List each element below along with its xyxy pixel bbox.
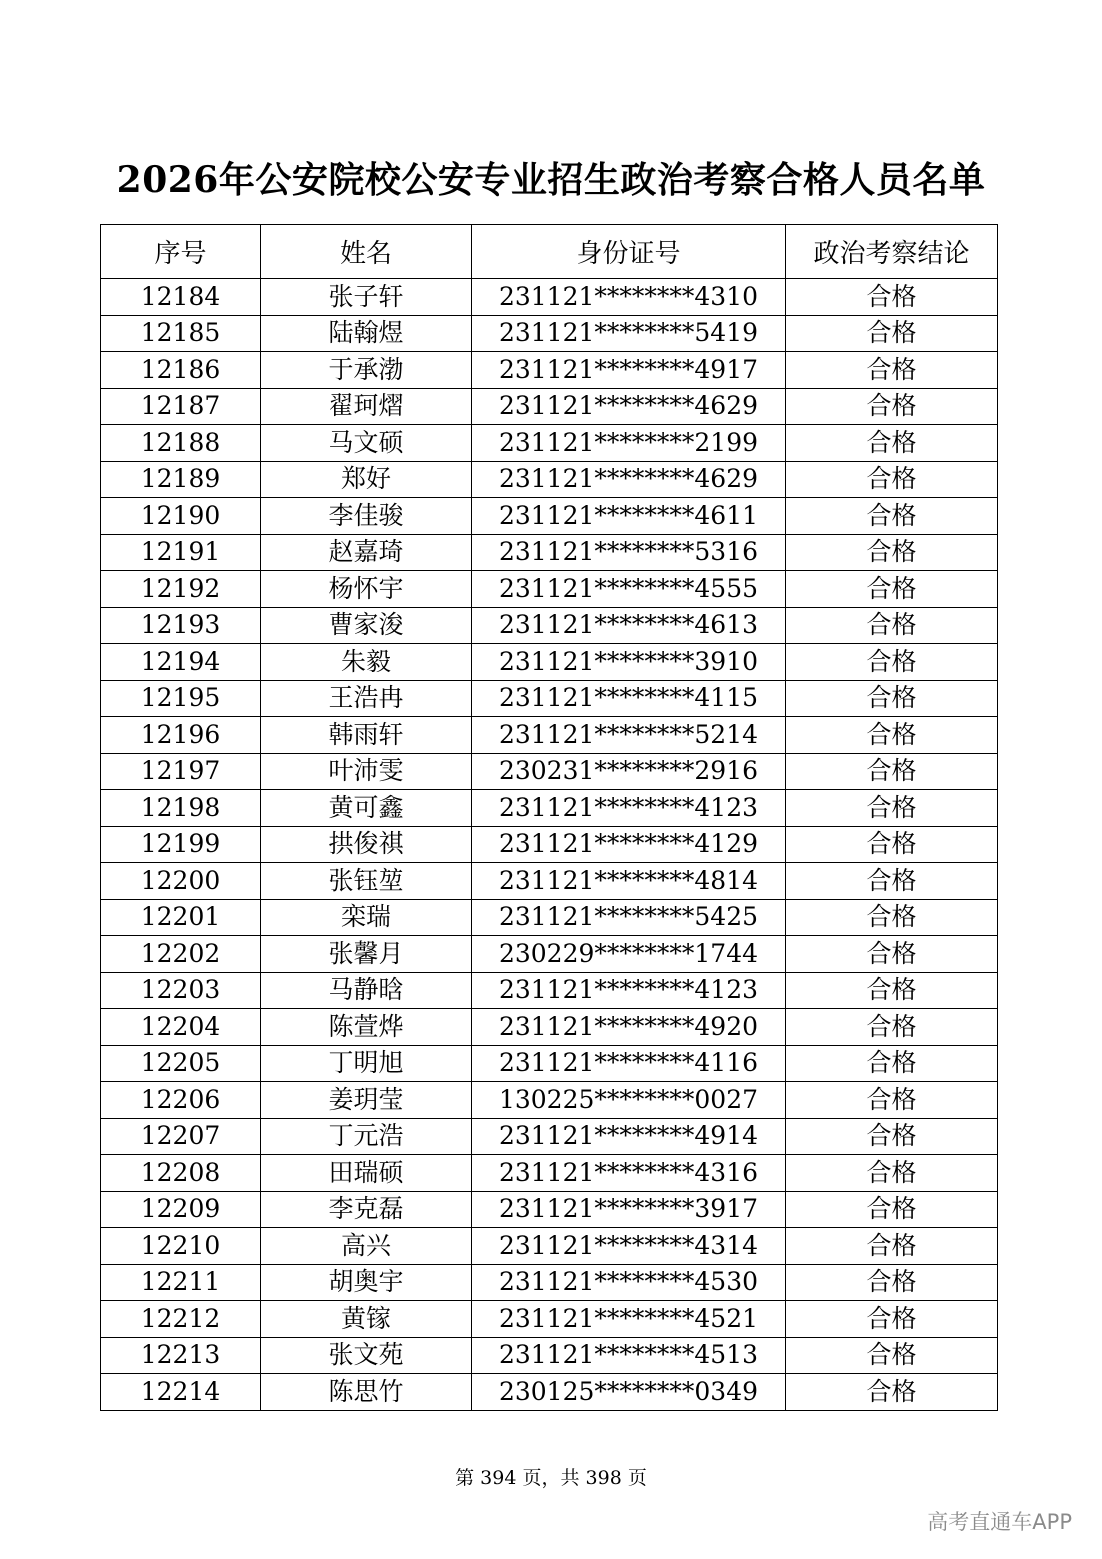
cell-name: 姜玥莹 <box>261 1082 472 1119</box>
cell-serial-number: 12189 <box>101 461 261 498</box>
table-row <box>101 753 998 790</box>
roster-table <box>100 224 998 1411</box>
cell-id-number: 231121********4613 <box>472 607 786 644</box>
cell-serial-number: 12209 <box>101 1191 261 1228</box>
cell-id-number: 231121********4629 <box>472 388 786 425</box>
cell-serial-number: 12208 <box>101 1155 261 1192</box>
page-title: 2026年公安院校公安专业招生政治考察合格人员名单 <box>116 159 986 201</box>
table-row <box>101 279 998 316</box>
cell-serial-number: 12203 <box>101 972 261 1009</box>
cell-conclusion: 合格 <box>786 461 998 498</box>
cell-id-number: 231121********4316 <box>472 1155 786 1192</box>
cell-serial-number: 12185 <box>101 315 261 352</box>
cell-serial-number: 12200 <box>101 863 261 900</box>
cell-id-number: 231121********4611 <box>472 498 786 535</box>
cell-id-number: 231121********4555 <box>472 571 786 608</box>
cell-name: 翟珂熠 <box>261 388 472 425</box>
table-row <box>101 863 998 900</box>
cell-conclusion: 合格 <box>786 1155 998 1192</box>
cell-conclusion: 合格 <box>786 717 998 754</box>
table-row <box>101 972 998 1009</box>
cell-name: 郑好 <box>261 461 472 498</box>
cell-serial-number: 12190 <box>101 498 261 535</box>
cell-conclusion: 合格 <box>786 680 998 717</box>
cell-conclusion: 合格 <box>786 1118 998 1155</box>
cell-name: 马静晗 <box>261 972 472 1009</box>
cell-serial-number: 12205 <box>101 1045 261 1082</box>
cell-id-number: 231121********4513 <box>472 1337 786 1374</box>
cell-conclusion: 合格 <box>786 607 998 644</box>
table-row <box>101 1228 998 1265</box>
cell-name: 胡奥宇 <box>261 1264 472 1301</box>
table-row <box>101 534 998 571</box>
cell-name: 栾瑞 <box>261 899 472 936</box>
table-row <box>101 1264 998 1301</box>
cell-conclusion: 合格 <box>786 899 998 936</box>
cell-id-number: 231121********4123 <box>472 790 786 827</box>
cell-name: 田瑞硕 <box>261 1155 472 1192</box>
cell-id-number: 231121********4116 <box>472 1045 786 1082</box>
table-row <box>101 388 998 425</box>
cell-conclusion: 合格 <box>786 1082 998 1119</box>
cell-name: 张文苑 <box>261 1337 472 1374</box>
table-row <box>101 1191 998 1228</box>
cell-name: 张子轩 <box>261 279 472 316</box>
cell-id-number: 230231********2916 <box>472 753 786 790</box>
cell-name: 丁元浩 <box>261 1118 472 1155</box>
table-row <box>101 1082 998 1119</box>
table-row <box>101 1374 998 1411</box>
cell-name: 李克磊 <box>261 1191 472 1228</box>
cell-serial-number: 12193 <box>101 607 261 644</box>
table-row <box>101 826 998 863</box>
cell-serial-number: 12186 <box>101 352 261 389</box>
cell-conclusion: 合格 <box>786 425 998 462</box>
cell-serial-number: 12188 <box>101 425 261 462</box>
cell-conclusion: 合格 <box>786 1045 998 1082</box>
cell-id-number: 130225********0027 <box>472 1082 786 1119</box>
header-name: 姓名 <box>261 225 472 279</box>
cell-conclusion: 合格 <box>786 1191 998 1228</box>
cell-name: 黄镓 <box>261 1301 472 1338</box>
cell-name: 陈萱烨 <box>261 1009 472 1046</box>
table-row <box>101 315 998 352</box>
watermark: 高考直通车APP <box>927 1510 1072 1534</box>
header-id-number: 身份证号 <box>472 225 786 279</box>
cell-serial-number: 12210 <box>101 1228 261 1265</box>
table-row <box>101 498 998 535</box>
cell-serial-number: 12194 <box>101 644 261 681</box>
cell-serial-number: 12198 <box>101 790 261 827</box>
cell-id-number: 231121********4314 <box>472 1228 786 1265</box>
cell-conclusion: 合格 <box>786 863 998 900</box>
cell-id-number: 231121********4521 <box>472 1301 786 1338</box>
table-row <box>101 425 998 462</box>
cell-conclusion: 合格 <box>786 1228 998 1265</box>
cell-serial-number: 12202 <box>101 936 261 973</box>
cell-serial-number: 12213 <box>101 1337 261 1374</box>
cell-name: 杨怀宇 <box>261 571 472 608</box>
cell-id-number: 231121********3917 <box>472 1191 786 1228</box>
table-row <box>101 1155 998 1192</box>
cell-serial-number: 12196 <box>101 717 261 754</box>
cell-id-number: 231121********4917 <box>472 352 786 389</box>
cell-serial-number: 12207 <box>101 1118 261 1155</box>
cell-conclusion: 合格 <box>786 826 998 863</box>
cell-name: 叶沛雯 <box>261 753 472 790</box>
cell-conclusion: 合格 <box>786 1374 998 1411</box>
cell-id-number: 231121********4115 <box>472 680 786 717</box>
table-row <box>101 936 998 973</box>
table-row <box>101 571 998 608</box>
cell-id-number: 231121********4814 <box>472 863 786 900</box>
cell-serial-number: 12211 <box>101 1264 261 1301</box>
cell-conclusion: 合格 <box>786 1337 998 1374</box>
cell-id-number: 231121********4914 <box>472 1118 786 1155</box>
cell-id-number: 231121********5425 <box>472 899 786 936</box>
cell-id-number: 231121********5316 <box>472 534 786 571</box>
table-header-row <box>101 225 998 279</box>
cell-name: 丁明旭 <box>261 1045 472 1082</box>
cell-id-number: 231121********4123 <box>472 972 786 1009</box>
table-row <box>101 1009 998 1046</box>
header-serial-number: 序号 <box>101 225 261 279</box>
cell-conclusion: 合格 <box>786 352 998 389</box>
cell-id-number: 231121********4129 <box>472 826 786 863</box>
cell-serial-number: 12187 <box>101 388 261 425</box>
cell-conclusion: 合格 <box>786 790 998 827</box>
cell-conclusion: 合格 <box>786 644 998 681</box>
cell-name: 陆翰煜 <box>261 315 472 352</box>
table-row <box>101 1301 998 1338</box>
cell-conclusion: 合格 <box>786 1301 998 1338</box>
cell-conclusion: 合格 <box>786 1264 998 1301</box>
cell-name: 韩雨轩 <box>261 717 472 754</box>
cell-id-number: 230125********0349 <box>472 1374 786 1411</box>
cell-id-number: 231121********5419 <box>472 315 786 352</box>
cell-serial-number: 12192 <box>101 571 261 608</box>
cell-name: 陈思竹 <box>261 1374 472 1411</box>
table-row <box>101 717 998 754</box>
cell-id-number: 231121********2199 <box>472 425 786 462</box>
table-row <box>101 1045 998 1082</box>
cell-id-number: 231121********4920 <box>472 1009 786 1046</box>
cell-name: 张钰堃 <box>261 863 472 900</box>
table-row <box>101 607 998 644</box>
cell-conclusion: 合格 <box>786 972 998 1009</box>
cell-serial-number: 12184 <box>101 279 261 316</box>
cell-conclusion: 合格 <box>786 279 998 316</box>
cell-conclusion: 合格 <box>786 315 998 352</box>
table-row <box>101 352 998 389</box>
cell-conclusion: 合格 <box>786 753 998 790</box>
cell-id-number: 231121********4530 <box>472 1264 786 1301</box>
cell-serial-number: 12204 <box>101 1009 261 1046</box>
cell-conclusion: 合格 <box>786 936 998 973</box>
table-row <box>101 1337 998 1374</box>
table-row <box>101 790 998 827</box>
cell-serial-number: 12197 <box>101 753 261 790</box>
cell-id-number: 231121********4629 <box>472 461 786 498</box>
cell-name: 张馨月 <box>261 936 472 973</box>
cell-id-number: 230229********1744 <box>472 936 786 973</box>
header-conclusion: 政治考察结论 <box>786 225 998 279</box>
table-body <box>101 279 998 1411</box>
cell-id-number: 231121********4310 <box>472 279 786 316</box>
cell-name: 于承渤 <box>261 352 472 389</box>
cell-serial-number: 12195 <box>101 680 261 717</box>
cell-conclusion: 合格 <box>786 1009 998 1046</box>
table-row <box>101 899 998 936</box>
cell-conclusion: 合格 <box>786 388 998 425</box>
table-row <box>101 1118 998 1155</box>
page-footer: 第 394 页，共 398 页 <box>455 1467 647 1489</box>
cell-conclusion: 合格 <box>786 571 998 608</box>
cell-name: 马文硕 <box>261 425 472 462</box>
cell-id-number: 231121********5214 <box>472 717 786 754</box>
cell-conclusion: 合格 <box>786 534 998 571</box>
cell-serial-number: 12214 <box>101 1374 261 1411</box>
cell-serial-number: 12206 <box>101 1082 261 1119</box>
cell-name: 王浩冉 <box>261 680 472 717</box>
cell-name: 李佳骏 <box>261 498 472 535</box>
cell-serial-number: 12212 <box>101 1301 261 1338</box>
cell-name: 朱毅 <box>261 644 472 681</box>
table-row <box>101 680 998 717</box>
cell-name: 拱俊祺 <box>261 826 472 863</box>
cell-name: 高兴 <box>261 1228 472 1265</box>
cell-name: 赵嘉琦 <box>261 534 472 571</box>
cell-serial-number: 12199 <box>101 826 261 863</box>
cell-serial-number: 12191 <box>101 534 261 571</box>
table-row <box>101 644 998 681</box>
cell-name: 曹家浚 <box>261 607 472 644</box>
table-row <box>101 461 998 498</box>
cell-serial-number: 12201 <box>101 899 261 936</box>
cell-name: 黄可鑫 <box>261 790 472 827</box>
cell-id-number: 231121********3910 <box>472 644 786 681</box>
cell-conclusion: 合格 <box>786 498 998 535</box>
